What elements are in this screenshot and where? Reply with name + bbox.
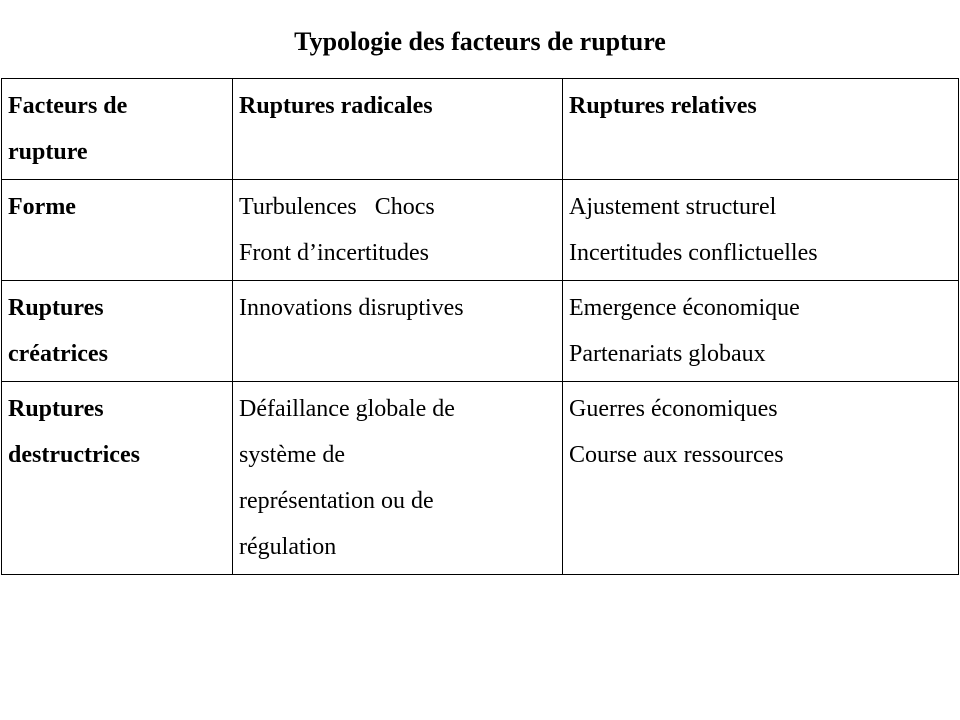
relatives-cell [563, 281, 959, 382]
rupture-factors-table [1, 78, 959, 575]
cell-line: Partenariats globaux [569, 341, 766, 367]
radicales-cell [233, 281, 563, 382]
table-row [2, 382, 959, 575]
header-cell-relatives [563, 79, 959, 180]
cell-line: Front d’incertitudes [239, 240, 429, 266]
cell-line: régulation [239, 534, 337, 560]
cell-line: Ajustement structurel [569, 194, 777, 220]
cell-line: Facteurs de [8, 93, 128, 119]
cell-line: destructrices [8, 442, 140, 468]
row-label-cell [2, 281, 233, 382]
relatives-cell [563, 382, 959, 575]
cell-line: Incertitudes conflictuelles [569, 240, 818, 266]
cell-line: créatrices [8, 341, 108, 367]
table-header-row [2, 79, 959, 180]
cell-line: rupture [8, 139, 88, 165]
cell-line: Ruptures relatives [569, 93, 757, 119]
cell-line: Guerres économiques [569, 396, 778, 422]
document-title: Typologie des facteurs de rupture [294, 27, 666, 56]
cell-line: Ruptures [8, 396, 104, 422]
cell-line: représentation ou de [239, 488, 434, 514]
cell-line: Course aux ressources [569, 442, 784, 468]
cell-line: Forme [8, 194, 76, 220]
cell-line: Turbulences Chocs [239, 194, 435, 220]
cell-line: Emergence économique [569, 295, 800, 321]
row-label-cell [2, 382, 233, 575]
radicales-cell [233, 180, 563, 281]
radicales-cell [233, 382, 563, 575]
row-label-cell [2, 180, 233, 281]
relatives-cell [563, 180, 959, 281]
cell-line: système de [239, 442, 345, 468]
cell-line: Ruptures [8, 295, 104, 321]
header-cell-facteurs [2, 79, 233, 180]
table-row [2, 180, 959, 281]
cell-line: Ruptures radicales [239, 93, 433, 119]
cell-line: Défaillance globale de [239, 396, 455, 422]
table-row [2, 281, 959, 382]
cell-line: Innovations disruptives [239, 295, 464, 321]
header-cell-radicales [233, 79, 563, 180]
